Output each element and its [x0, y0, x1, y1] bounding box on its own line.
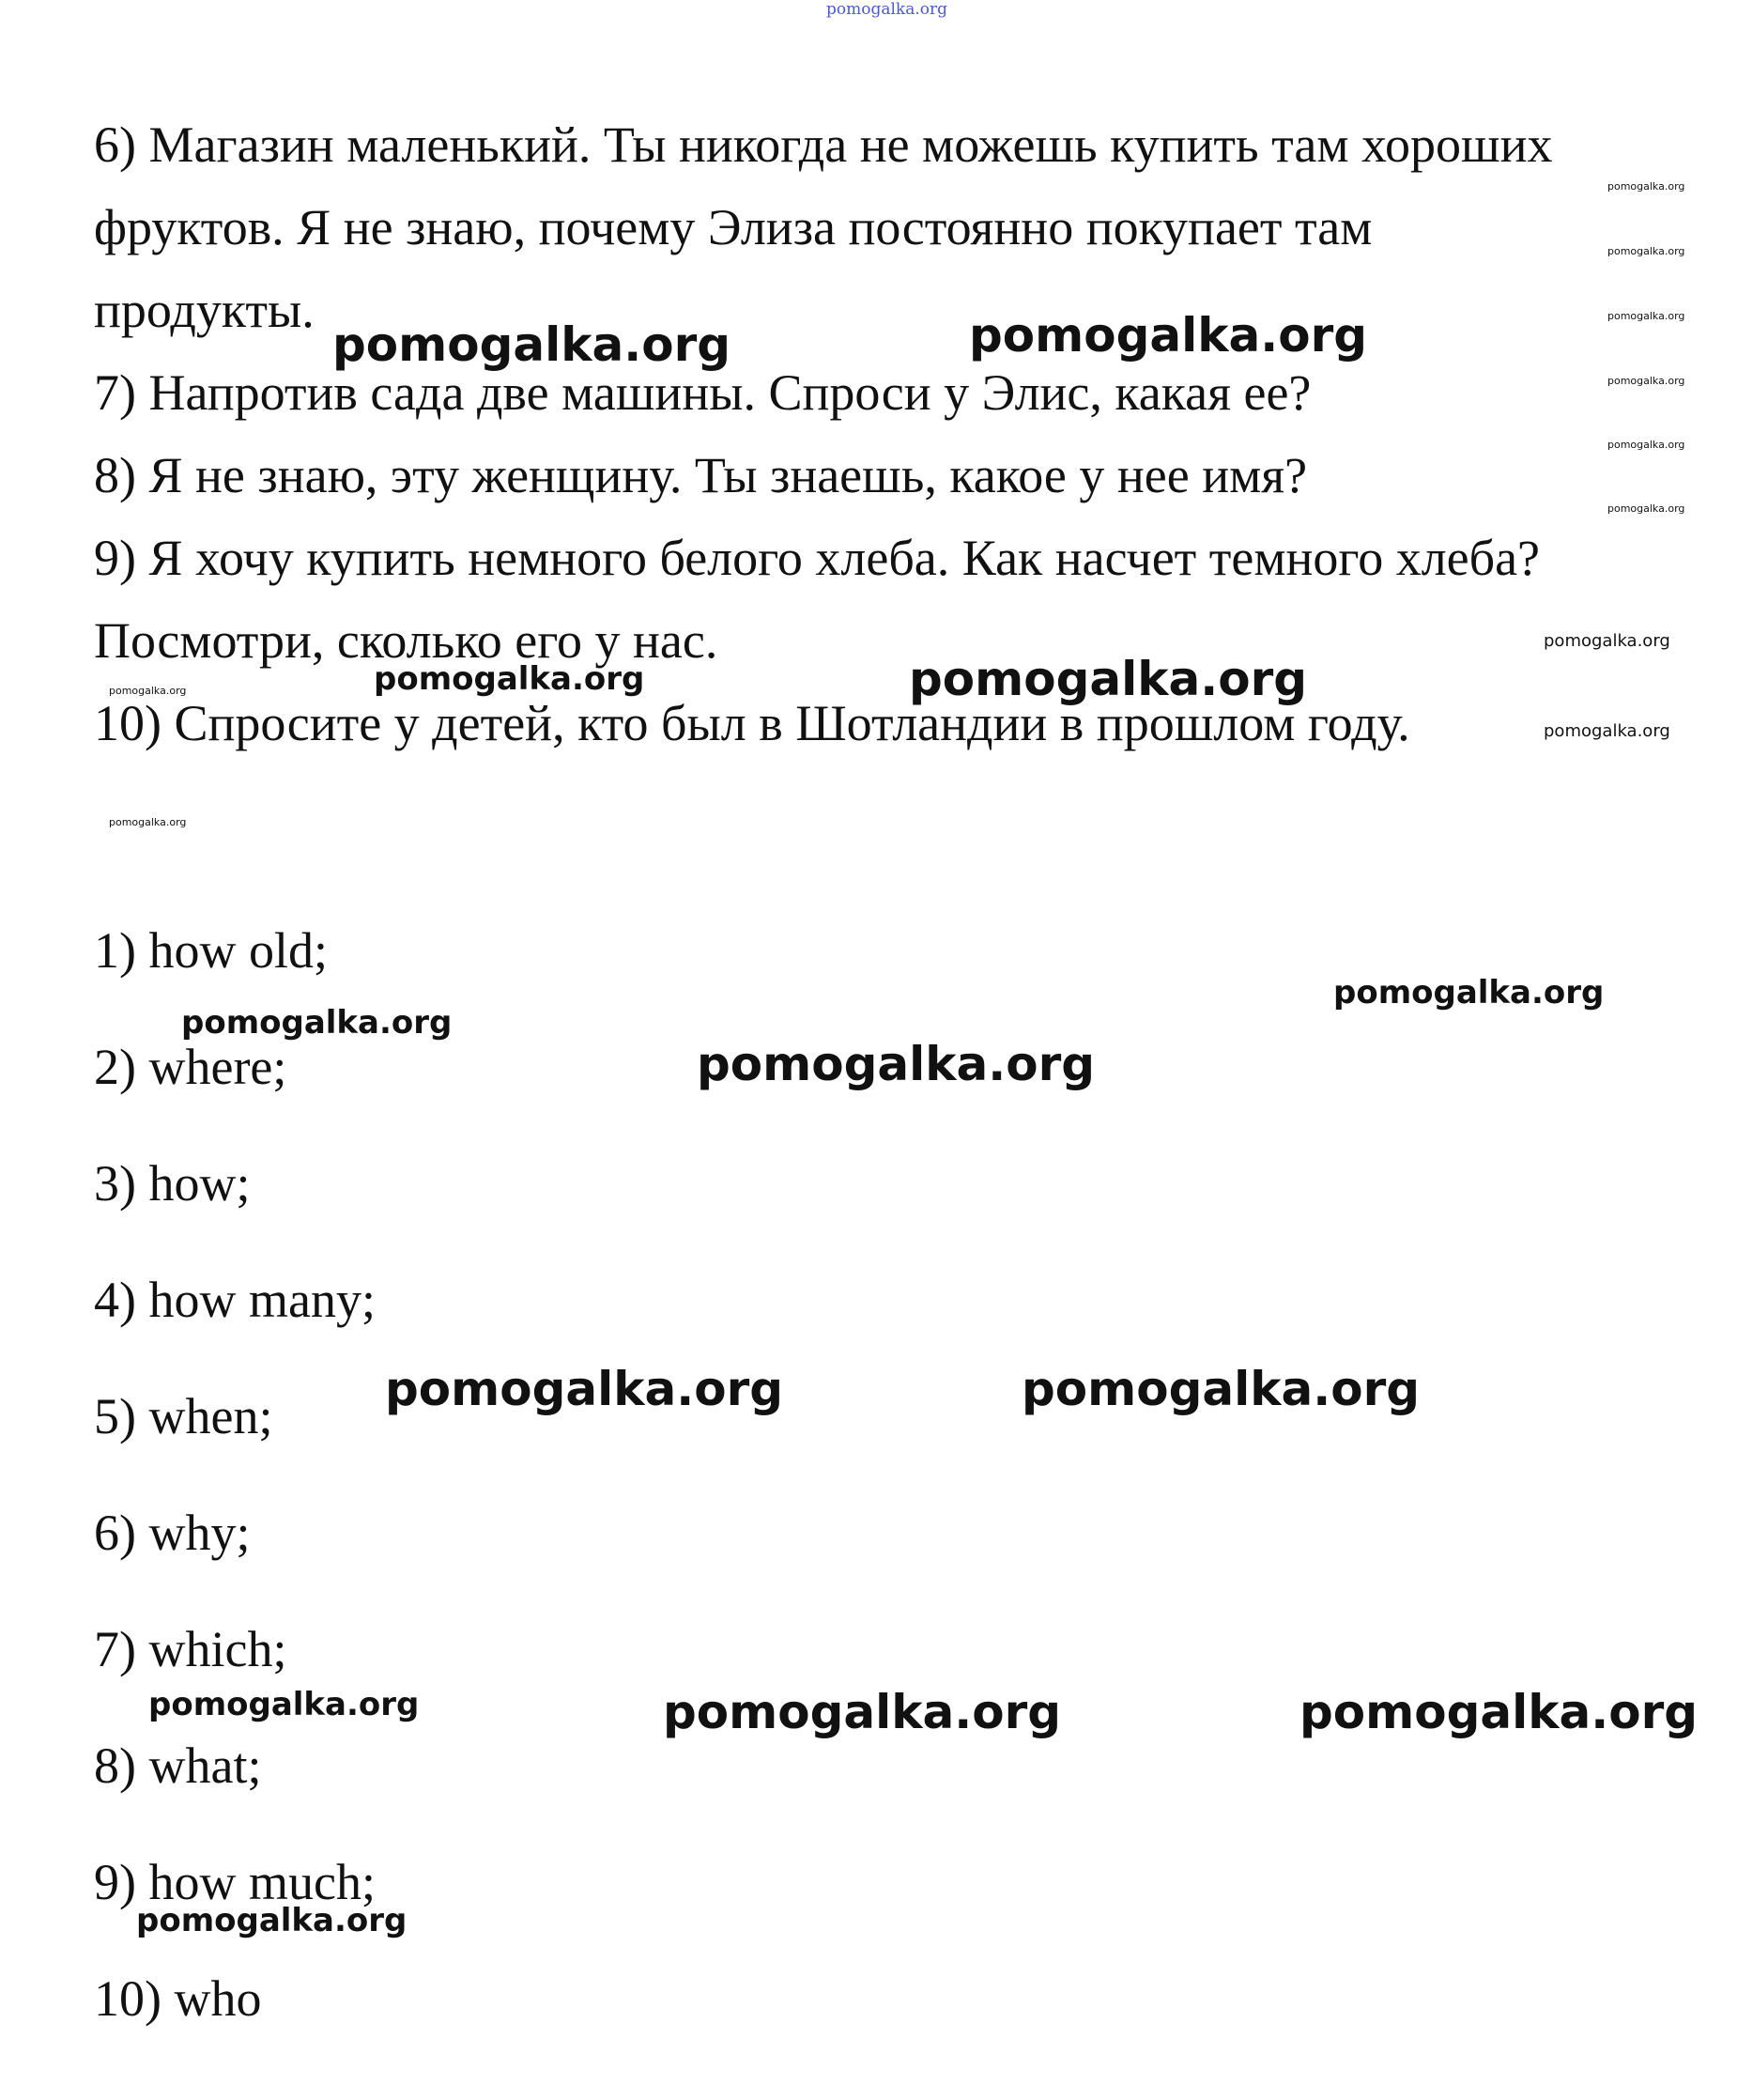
watermark: pomogalka.org: [1607, 439, 1685, 451]
answer-item: 7) which;: [94, 1621, 287, 1677]
watermark: pomogalka.org: [1544, 721, 1670, 741]
watermark: pomogalka.org: [1333, 974, 1605, 1011]
watermark: pomogalka.org: [1607, 375, 1685, 387]
answer-item: 4) how many;: [94, 1272, 376, 1328]
watermark: pomogalka.org: [1607, 310, 1685, 322]
watermark: pomogalka.org: [136, 1902, 407, 1939]
watermark: pomogalka.org: [697, 1037, 1096, 1091]
translation-line: продукты.: [94, 282, 315, 338]
answer-item: 9) how much;: [94, 1854, 376, 1910]
translation-line: 9) Я хочу купить немного белого хлеба. Как насчет темного хлеба?: [94, 530, 1541, 586]
answer-item: 2) where;: [94, 1039, 287, 1095]
answer-item: 1) how old;: [94, 922, 328, 979]
watermark: pomogalka.org: [969, 308, 1368, 363]
watermark: pomogalka.org: [109, 685, 187, 697]
translation-line: 8) Я не знаю, эту женщину. Ты знаешь, какое у нее имя?: [94, 447, 1308, 503]
answer-item: 6) why;: [94, 1505, 251, 1561]
watermark: pomogalka.org: [374, 660, 645, 698]
answer-item: 3) how;: [94, 1155, 251, 1212]
watermark: pomogalka.org: [1607, 180, 1685, 193]
watermark: pomogalka.org: [385, 1362, 784, 1416]
translation-line: 10) Спросите у детей, кто был в Шотландии в прошлом году.: [94, 695, 1410, 751]
translation-line: 6) Магазин маленький. Ты никогда не можешь купить там хороших: [94, 116, 1553, 173]
watermark: pomogalka.org: [909, 652, 1308, 706]
watermark: pomogalka.org: [1607, 502, 1685, 515]
answer-item: 10) who: [94, 1970, 262, 2027]
answer-item: 5) when;: [94, 1388, 273, 1444]
watermark: pomogalka.org: [1544, 631, 1670, 651]
watermark: pomogalka.org: [148, 1686, 420, 1723]
watermark: pomogalka.org: [663, 1685, 1062, 1739]
watermark: pomogalka.org: [109, 816, 187, 828]
header-watermark: pomogalka.org: [826, 0, 948, 19]
answer-item: 8) what;: [94, 1737, 262, 1794]
watermark: pomogalka.org: [332, 317, 731, 372]
watermark: pomogalka.org: [1299, 1685, 1699, 1739]
translation-line: 7) Напротив сада две машины. Спроси у Элис, какая ее?: [94, 364, 1312, 421]
watermark: pomogalka.org: [1607, 245, 1685, 257]
watermark: pomogalka.org: [181, 1004, 453, 1042]
translation-line: Посмотри, сколько его у нас.: [94, 612, 718, 669]
translation-line: фруктов. Я не знаю, почему Элиза постоянно покупает там: [94, 199, 1373, 255]
watermark: pomogalka.org: [1022, 1362, 1421, 1416]
